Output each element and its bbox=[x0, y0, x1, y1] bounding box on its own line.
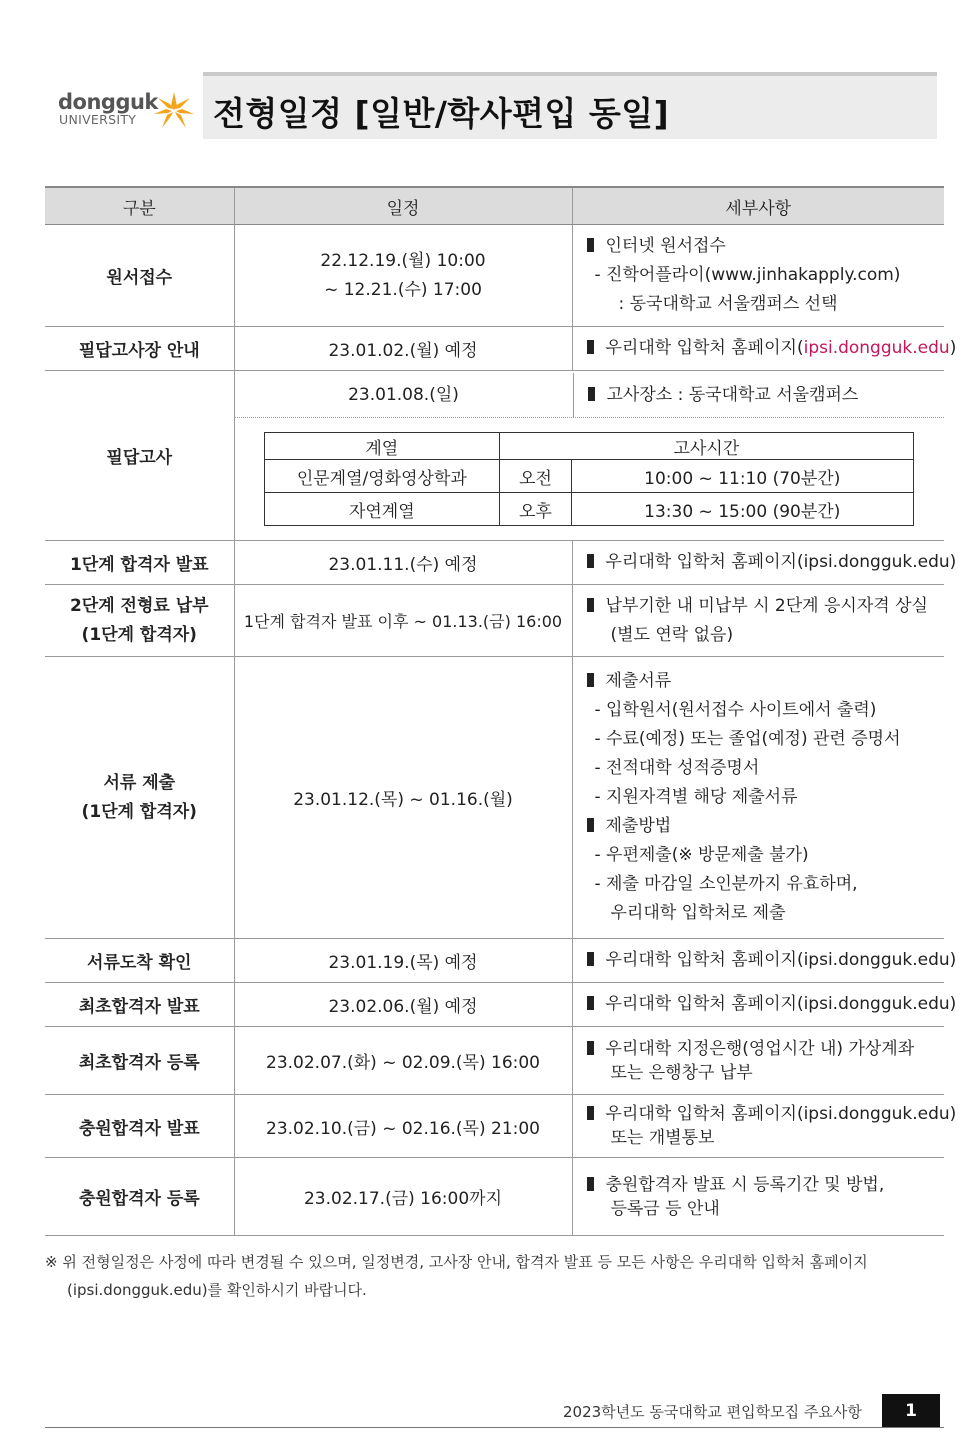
exam-header-field: 계열 bbox=[264, 433, 500, 460]
row-detail bbox=[574, 373, 945, 417]
note-line: (ipsi.dongguk.edu)를 확인하시기 바랍니다. bbox=[67, 1281, 367, 1299]
date-line: 22.12.19.(월) 10:00 bbox=[320, 250, 486, 271]
detail-line: - 입학원서(원서접수 사이트에서 출력) bbox=[594, 700, 877, 720]
row-date: 23.01.08.(일) bbox=[235, 373, 574, 417]
detail-line: - 지원자격별 해당 제출서류 bbox=[594, 787, 798, 807]
row-date: 23.01.12.(목) ~ 01.16.(월) bbox=[234, 657, 572, 939]
row-detail bbox=[572, 1095, 957, 1158]
table-row bbox=[45, 1158, 944, 1236]
detail-line: 제출서류 bbox=[587, 667, 945, 696]
admission-site-link[interactable]: ipsi.dongguk.edu bbox=[803, 338, 950, 358]
exam-cell bbox=[234, 371, 944, 541]
row-date: 23.01.02.(월) 예정 bbox=[234, 327, 572, 371]
label-line: (1단계 합격자) bbox=[81, 801, 197, 822]
detail-line: 또는 은행창구 납부 bbox=[610, 1062, 753, 1083]
row-detail bbox=[572, 1158, 944, 1236]
detail-line: 우리대학 입학처 홈페이지(ipsi.dongguk.edu) bbox=[587, 990, 945, 1019]
university-logo bbox=[58, 88, 198, 132]
detail-line: 우리대학 입학처 홈페이지(ipsi.dongguk.edu) bbox=[587, 946, 945, 975]
detail-text: 우리대학 입학처 홈페이지( bbox=[605, 338, 804, 358]
detail-line: 우리대학 입학처로 제출 bbox=[610, 903, 786, 923]
row-date: 23.01.11.(수) 예정 bbox=[234, 541, 572, 585]
detail-text: 고사장소 : 동국대학교 서울캠퍼스 bbox=[606, 385, 859, 405]
row-date: 1단계 합격자 발표 이후 ~ 01.13.(금) 16:00 bbox=[234, 585, 572, 657]
row-label bbox=[45, 657, 234, 939]
exam-time: 10:00 ~ 11:10 (70분간) bbox=[572, 460, 914, 493]
note-line: ※ 위 전형일정은 사정에 따라 변경될 수 있으며, 일정변경, 고사장 안내, 합격자 발표 등 모든 사항은 우리대학 입학처 홈페이지 bbox=[45, 1253, 868, 1271]
page-number: 1 bbox=[882, 1394, 940, 1428]
exam-session: 오전 bbox=[500, 460, 572, 493]
row-date: 23.02.06.(월) 예정 bbox=[234, 983, 572, 1027]
detail-line: 등록금 등 안내 bbox=[610, 1198, 720, 1219]
logo-subtitle: UNIVERSITY bbox=[59, 112, 137, 127]
table-row bbox=[45, 327, 944, 371]
table-header-row bbox=[45, 187, 944, 225]
exam-date-row bbox=[235, 373, 945, 418]
table-row bbox=[45, 1095, 944, 1158]
detail-line: - 진학어플라이(www.jinhakapply.com) bbox=[594, 265, 901, 285]
exam-header-time: 고사시간 bbox=[500, 433, 913, 460]
detail-line: 충원합격자 발표 시 등록기간 및 방법, bbox=[587, 1173, 945, 1197]
label-line: 2단계 전형료 납부 bbox=[69, 595, 209, 616]
schedule-table bbox=[45, 186, 957, 1236]
row-detail bbox=[572, 1027, 944, 1095]
detail-line: 우리대학 지정은행(영업시간 내) 가상계좌 bbox=[587, 1037, 945, 1061]
row-label: 필답고사장 안내 bbox=[45, 327, 234, 371]
table-row bbox=[45, 983, 944, 1027]
detail-line: 또는 개별통보 bbox=[610, 1128, 715, 1148]
footer-title: 2023학년도 동국대학교 편입학모집 주요사항 bbox=[563, 1403, 862, 1421]
exam-field: 자연계열 bbox=[264, 493, 500, 526]
row-label: 충원합격자 발표 bbox=[45, 1095, 234, 1158]
detail-line: (별도 연락 없음) bbox=[610, 624, 734, 645]
detail-line: - 우편제출(※ 방문제출 불가) bbox=[594, 845, 809, 865]
row-detail bbox=[572, 939, 957, 983]
exam-row bbox=[264, 493, 913, 526]
page-title: 전형일정 [일반/학사편입 동일] bbox=[213, 94, 670, 133]
exam-field: 인문계열/영화영상학과 bbox=[264, 460, 500, 493]
table-row bbox=[45, 225, 944, 327]
detail-line: 제출방법 bbox=[587, 812, 945, 841]
row-date: 23.02.10.(금) ~ 02.16.(목) 21:00 bbox=[234, 1095, 572, 1158]
row-detail bbox=[572, 541, 957, 585]
header-category: 구분 bbox=[45, 187, 234, 225]
header-schedule: 일정 bbox=[234, 187, 572, 225]
row-label: 최초합격자 등록 bbox=[45, 1027, 234, 1095]
detail-line bbox=[587, 334, 957, 363]
row-label: 최초합격자 발표 bbox=[45, 983, 234, 1027]
row-detail bbox=[572, 657, 944, 939]
detail-line: 납부기한 내 미납부 시 2단계 응시자격 상실 bbox=[587, 592, 945, 621]
row-detail bbox=[572, 327, 957, 371]
table-row bbox=[45, 585, 944, 657]
row-label: 충원합격자 등록 bbox=[45, 1158, 234, 1236]
row-detail bbox=[572, 225, 944, 327]
detail-line: - 전적대학 성적증명서 bbox=[594, 758, 760, 778]
label-line: 서류 제출 bbox=[103, 772, 176, 793]
table-row bbox=[45, 1027, 944, 1095]
exam-table-header bbox=[264, 433, 913, 460]
detail-line: 인터넷 원서접수 bbox=[587, 232, 945, 261]
row-label: 1단계 합격자 발표 bbox=[45, 541, 234, 585]
row-date bbox=[234, 225, 572, 327]
row-label: 필답고사 bbox=[45, 371, 234, 541]
detail-line: - 수료(예정) 또는 졸업(예정) 관련 증명서 bbox=[594, 729, 901, 749]
detail-text: ) bbox=[949, 338, 957, 358]
detail-line: - 제출 마감일 소인분까지 유효하며, bbox=[594, 874, 858, 894]
row-label bbox=[45, 585, 234, 657]
table-row bbox=[45, 657, 944, 939]
date-line: ~ 12.21.(수) 17:00 bbox=[324, 279, 482, 300]
exam-row bbox=[264, 460, 913, 493]
exam-session: 오후 bbox=[500, 493, 572, 526]
row-date: 23.01.19.(목) 예정 bbox=[234, 939, 572, 983]
logo-wordmark: dongguk bbox=[58, 90, 158, 114]
footer-divider bbox=[45, 1427, 944, 1428]
row-date: 23.02.07.(화) ~ 02.09.(목) 16:00 bbox=[234, 1027, 572, 1095]
detail-line: : 동국대학교 서울캠퍼스 선택 bbox=[618, 294, 838, 314]
title-bar bbox=[203, 72, 937, 139]
label-line: (1단계 합격자) bbox=[81, 624, 197, 645]
detail-line: 우리대학 입학처 홈페이지(ipsi.dongguk.edu) bbox=[587, 548, 945, 577]
lotus-flower-icon bbox=[152, 88, 196, 132]
row-detail bbox=[572, 983, 957, 1027]
detail-line: 우리대학 입학처 홈페이지(ipsi.dongguk.edu) bbox=[587, 1102, 945, 1126]
row-label: 원서접수 bbox=[45, 225, 234, 327]
row-label: 서류도착 확인 bbox=[45, 939, 234, 983]
row-detail bbox=[572, 585, 944, 657]
table-row bbox=[45, 939, 944, 983]
row-date: 23.02.17.(금) 16:00까지 bbox=[234, 1158, 572, 1236]
exam-time-table bbox=[264, 432, 914, 526]
schedule-note bbox=[45, 1248, 944, 1304]
header-details: 세부사항 bbox=[572, 187, 944, 225]
table-row bbox=[45, 541, 944, 585]
table-row bbox=[45, 371, 944, 541]
exam-time: 13:30 ~ 15:00 (90분간) bbox=[572, 493, 914, 526]
